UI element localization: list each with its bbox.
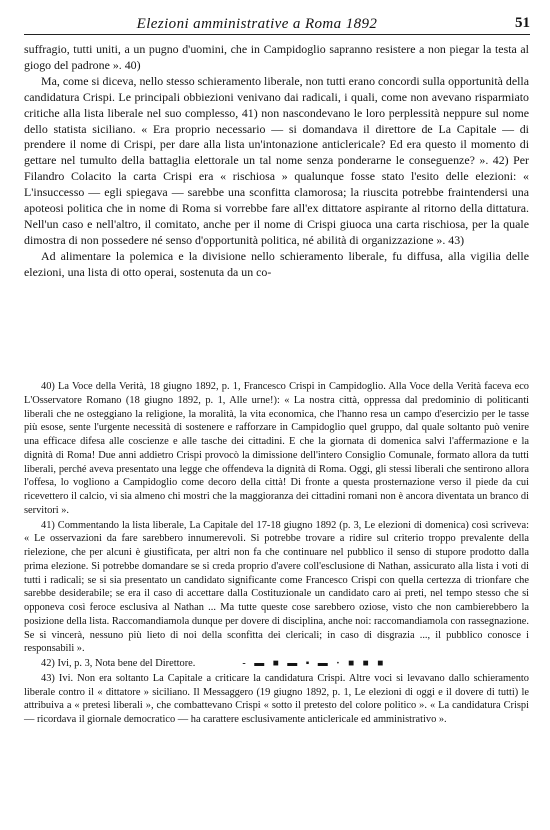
- printer-mark: - ▬ ■ ▬ ▪ ▬ · ■ ■ ■: [242, 658, 387, 669]
- footnotes: [24, 380, 529, 727]
- paragraph: Ma, come si diceva, nello stesso schieramento liberale, non tutti erano concordi sulla opportunità della candidatura Crispi. Le principali obbiezioni venivano dai radicali, i quali, come non avevano risparmiato critiche alla lista liberale nel suo complesso, 41) non nascondevano le loro perplessità neppure sul nome dello statista siciliano. « Era proprio necessario — si domandava il direttore de La Capitale — di prendere il nome di Crispi, per dare alla lista un'intonazione anticlericale? Ed era questo il momento di gettare nel tumulto della battaglia elettorale un tal nome senza ponderarne le conseguenze? ». 42) Per Filandro Colacito la carta Crispi era « rischiosa » qualunque fosse stato l'esito delle elezioni: « L'insuccesso — egli spiegava — sarebbe una sconfitta clamorosa; la riuscita potrebbe fraintendersi una apoteosi politica che in nome di Roma si vorrebbe fare all'ex dittatore aspirante al ritorno della dittatura. Nell'un caso e nell'altro, il comitato, anche per il nome di Crispi giuoca una carta rischiosa, per la quale dimostra di non possedere né senso d'opportunità politica, né abilità di organizzazione ». 43): [24, 73, 529, 247]
- footnote: 43) Ivi. Non era soltanto La Capitale a criticare la candidatura Crispi. Altre voci si levavano dallo schieramento liberale contro il « dittatore » siciliano. Il Messaggero (19 giugno 1892, p. 1, Le elezioni di oggi e il dovere di tutti) le attribuiva a « pretesi liberali », che combattevano Crispi « sotto il pretesto del colore politico ». « La candidatura Crispi — ricordava il giornale democratico — ha carattere esclusivamente anticlericale ed amministrativo ».: [24, 672, 529, 725]
- footnote-text: 42) Ivi, p. 3, Nota bene del Direttore.: [41, 658, 196, 669]
- paragraph: suffragio, tutti uniti, a un pugno d'uomini, che in Campidoglio sapranno resistere a non piegar la testa al giogo del padrone ». 40): [24, 42, 529, 72]
- page-number: 51: [515, 15, 530, 31]
- running-title: Elezioni amministrative a Roma 1892: [136, 16, 378, 32]
- footnote: 41) Commentando la lista liberale, La Capitale del 17-18 giugno 1892 (p. 3, Le elezioni di domenica) così scriveva: « Le osservazioni da fare sarebbero innumerevoli. Si potrebbe trovare a ridire sul criterio troppo prevalente della rielezione, che per alcuni è giustificata, per altri non fa che continuare nel pubblico il senso di stupore prodotto dalla prima elezione. Si potrebbe domandare se si creda proprio d'avere coll'esclusione di Nathan, assicurato alla lista i voti di tutti i radicali; se si sia presentato un candidato significante come Francesco Crispi con quella certezza di trionfare che sarebbe desiderabile; se era il caso di accettare dalla Costituzionale un candidato caro ai preti, nel tempo stesso che si opponeva così feroce esclusiva al Nathan ... Ma tutte queste cose sarebbero oziose, visto che non cambierebbero la posizione della lista. Raccomandiamola dunque per dovere di disciplina, anche noi: raccomandiamola con rassegnazione. Se si vincerà, nessuno più lieto di noi della sconfitta dei clericali; in caso di disgrazia ..., il pubblico conosce i responsabili ».: [24, 519, 529, 655]
- footnote: [24, 657, 529, 671]
- page-header: [24, 14, 530, 35]
- main-text: [24, 42, 529, 281]
- footnote: 40) La Voce della Verità, 18 giugno 1892, p. 1, Francesco Crispi in Campidoglio. Alla Voce della Verità faceva eco L'Osservatore Romano (18 giugno 1892, p. 1, Alle urne!): « La nostra città, oppressa dal predominio di politicanti liberali che ne osteggiano la religione, la moralità, la vita economica, che l'hanno resa un campo d'esercizio per le tasse più esose, sente l'urgente necessità di sostenere e rafforzare in Campidoglio quel gruppo, dal quale soltanto può venire una efficace difesa alle coscienze e alle tasche dei cittadini. E che la giornata di domenica salvi l'affermazione e la dignità di Roma! Due anni addietro Crispi provocò la dimissione dell'intero Consiglio Comunale, formato allora da tutti liberali, perché aveva presentato una legge che offendeva la dignità di Roma. Oggi, gli stessi liberali che sentirono allora l'offesa, lo vogliono a Campidoglio come decoro della città! Di fronte a questa prosternazione verso il piede da cui ricevettero il calcio, vi sia almeno chi mostri che la maggioranza dei cittadini romani non è ancora diventata un branco di servitori ».: [24, 381, 529, 516]
- paragraph: Ad alimentare la polemica e la divisione nello schieramento liberale, fu diffusa, alla vigilia delle elezioni, una lista di otto operai, sostenuta da un co-: [24, 248, 529, 279]
